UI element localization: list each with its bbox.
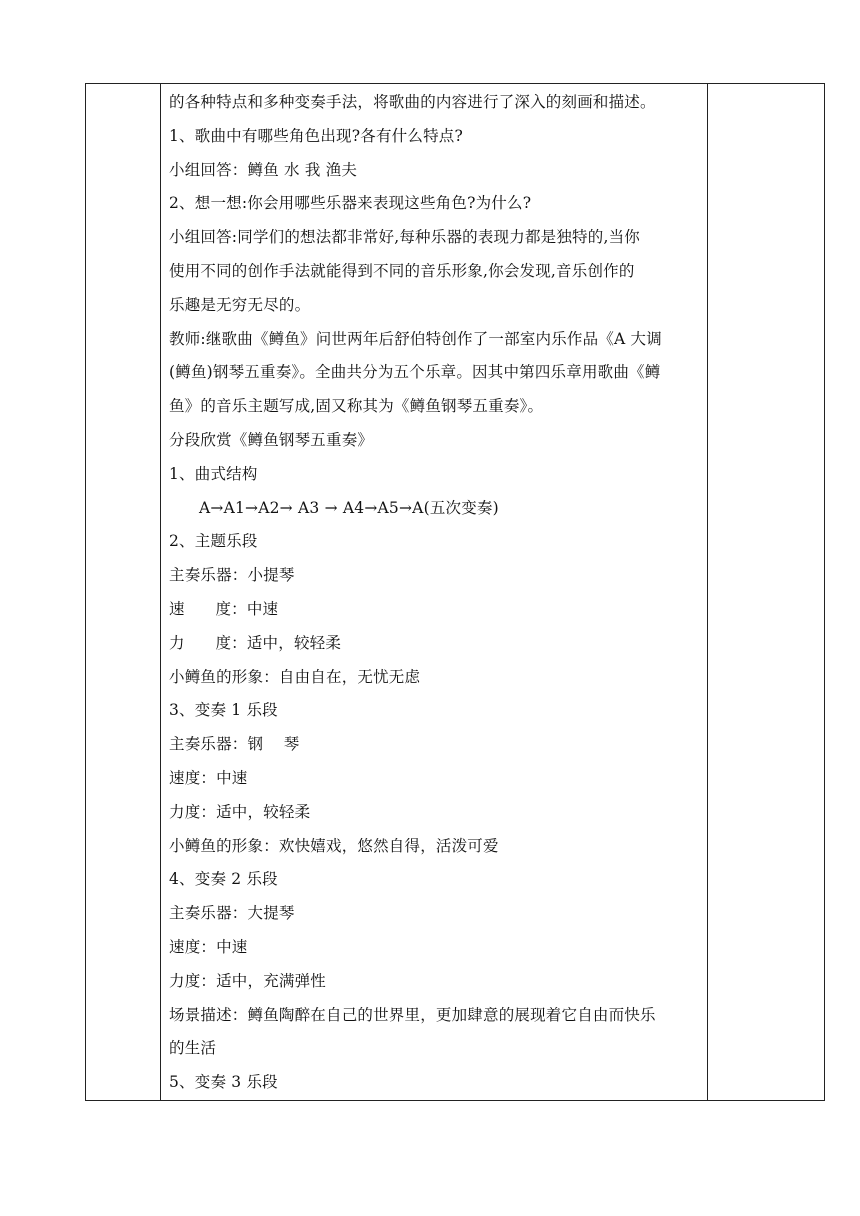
text-line: 力度：适中，充满弹性 <box>169 971 327 990</box>
question-heading: 2、想一想:你会用哪些乐器来表现这些角色?为什么? <box>169 194 532 213</box>
text-line: 教师:继歌曲《鳟鱼》问世两年后舒伯特创作了一部室内乐作品《A 大调 <box>169 329 662 348</box>
lesson-content <box>161 84 707 1100</box>
text-line: 使用不同的创作手法就能得到不同的音乐形象,你会发现,音乐创作的 <box>169 261 635 280</box>
text-line: 小组回答：鳟鱼 水 我 渔夫 <box>169 160 358 179</box>
text-line: (鳟鱼)钢琴五重奏》。全曲共分为五个乐章。因其中第四乐章用歌曲《鳟 <box>169 363 661 382</box>
right-column-cell <box>708 84 825 1101</box>
text-line: 主奏乐器：小提琴 <box>169 566 295 585</box>
text-line: 的生活 <box>169 1039 217 1058</box>
content-cell <box>161 84 708 1101</box>
table-row <box>86 84 825 1101</box>
text-line: 乐趣是无穷无尽的。 <box>169 295 311 314</box>
text-line: 场景描述：鳟鱼陶醉在自己的世界里，更加肆意的展现着它自由而快乐 <box>169 1005 656 1024</box>
left-column-cell <box>86 84 161 1101</box>
section-heading: 5、变奏 3 乐段 <box>169 1073 278 1092</box>
text-line: 的各种特点和多种变奏手法，将歌曲的内容进行了深入的刻画和描述。 <box>169 93 656 111</box>
text-line: 速度：中速 <box>169 768 248 787</box>
text-line: 小组回答:同学们的想法都非常好,每种乐器的表现力都是独特的,当你 <box>169 228 640 247</box>
section-heading: 1、曲式结构 <box>169 464 258 483</box>
text-line: 小鳟鱼的形象：自由自在，无忧无虑 <box>169 667 421 686</box>
question-heading: 1、歌曲中有哪些角色出现?各有什么特点? <box>169 126 463 145</box>
text-line: 主奏乐器：大提琴 <box>169 904 295 923</box>
text-line: 鱼》的音乐主题写成,固又称其为《鳟鱼钢琴五重奏》。 <box>169 397 544 416</box>
text-line: 主奏乐器：钢 琴 <box>169 735 300 754</box>
text-line: 小鳟鱼的形象：欢快嬉戏，悠然自得，活泼可爱 <box>169 836 499 855</box>
text-line: 力 度：适中，较轻柔 <box>169 633 342 652</box>
text-line: 速 度：中速 <box>169 599 279 618</box>
text-line: 力度：适中，较轻柔 <box>169 802 311 821</box>
section-heading: 分段欣赏《鳟鱼钢琴五重奏》 <box>169 430 374 449</box>
text-line: 速度：中速 <box>169 937 248 956</box>
section-heading: 4、变奏 2 乐段 <box>169 870 278 889</box>
section-heading: 2、主题乐段 <box>169 532 258 551</box>
section-heading: 3、变奏 1 乐段 <box>169 701 278 720</box>
form-structure: A→A1→A2→ A3 → A4→A5→A(五次变奏) <box>199 498 499 517</box>
lesson-table <box>85 83 825 1101</box>
